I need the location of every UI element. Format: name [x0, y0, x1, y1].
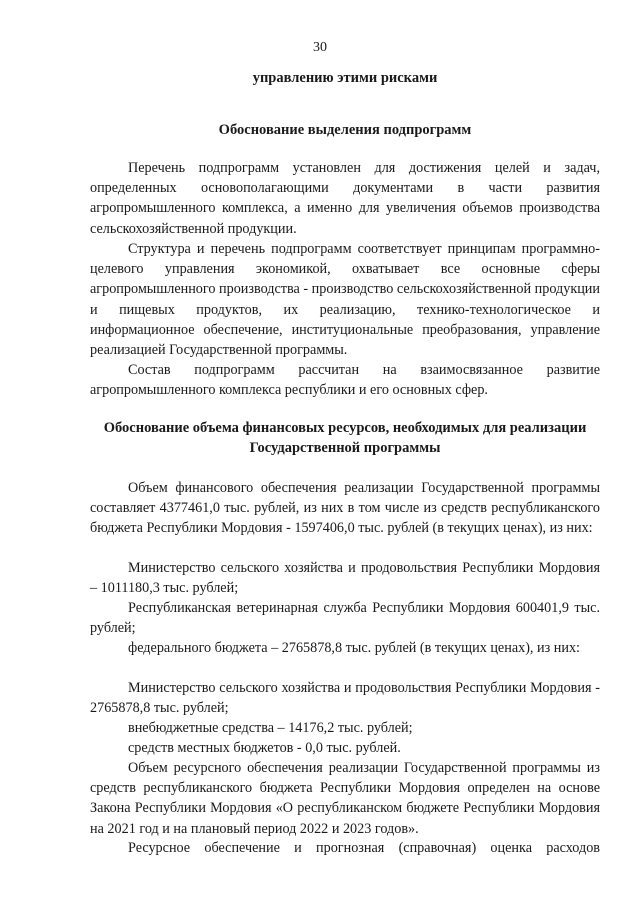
paragraph-ministry-regional: Министерство сельского хозяйства и продовольствия Республики Мордовия – 1011180,3 тыс. рублей;: [90, 560, 600, 597]
section-heading-continued: управлению этими рисками: [252, 70, 438, 86]
paragraph-veterinary-service: Республиканская ветеринарная служба Республики Мордовия 600401,9 тыс. рублей;: [90, 600, 600, 637]
paragraph-subprogram-composition: Состав подпрограмм рассчитан на взаимосвязанное развитие агропромышленного комплекса республики и его основных сфер.: [90, 362, 600, 399]
section-heading-subprograms: Обоснование выделения подпрограмм: [218, 122, 472, 138]
paragraph-extrabudgetary: внебюджетные средства – 14176,2 тыс. рублей;: [128, 720, 413, 736]
paragraph-subprogram-structure: Структура и перечень подпрограмм соответствует принципам программно-целевого управления экономикой, охватывает все основные сферы агропромышленного производства - производство сельскохозяйственной продукции и пищевых продуктов, их реализацию, технико-технологическое и информационное обеспечение, институциональные преобразования, управление реализацией Государственной программы.: [90, 241, 600, 359]
section-heading-finance: Обоснование объема финансовых ресурсов, необходимых для реализации Государственной программы: [103, 420, 587, 456]
paragraph-finance-total: Объем финансового обеспечения реализации Государственной программы составляет 4377461,0 тыс. рублей, из них в том числе из средств республиканского бюджета Республики Мордовия - 1597406,0 тыс. рублей (в текущих ценах), из них:: [90, 480, 600, 537]
paragraph-ministry-federal: Министерство сельского хозяйства и продовольствия Республики Мордовия - 2765878,8 тыс. рублей;: [90, 680, 600, 717]
paragraph-resource-estimate: Ресурсное обеспечение и прогнозная (справочная) оценка расходов: [128, 840, 600, 856]
paragraph-local-budgets: средств местных бюджетов - 0,0 тыс. рублей.: [128, 740, 401, 756]
paragraph-resource-basis: Объем ресурсного обеспечения реализации Государственной программы из средств республиканского бюджета Республики Мордовия определен на основе Закона Республики Мордовия «О республиканском бюджете Республики Мордовия на 2021 год и на плановый период 2022 и 2023 годов».: [90, 760, 600, 837]
paragraph-subprogram-list: Перечень подпрограмм установлен для достижения целей и задач, определенных основополагающими документами в части развития агропромышленного комплекса, а именно для увеличения объемов производства сельскохозяйственной продукции.: [90, 160, 600, 237]
paragraph-federal-budget: федерального бюджета – 2765878,8 тыс. рублей (в текущих ценах), из них:: [128, 640, 580, 656]
page-number: 30: [313, 40, 327, 55]
